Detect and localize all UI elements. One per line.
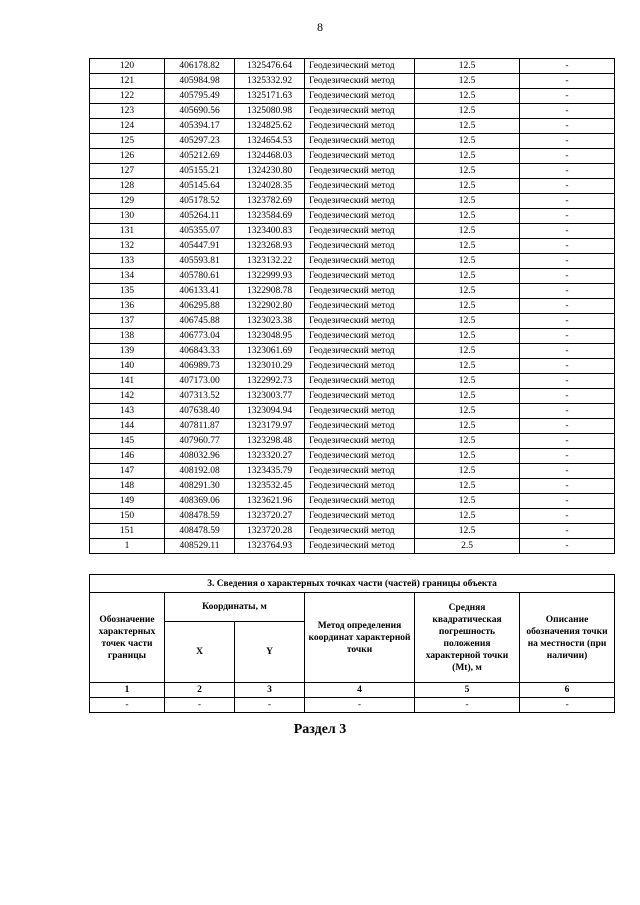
coord-y-cell: 1325332.92 (235, 74, 305, 89)
coord-y-cell: 1323132.22 (235, 254, 305, 269)
header-method: Метод определения координат характерной точки (305, 593, 415, 683)
method-cell: Геодезический метод (305, 389, 415, 404)
table-row (90, 404, 615, 419)
description-cell: - (520, 299, 615, 314)
method-cell: Геодезический метод (305, 59, 415, 74)
coord-y-cell: 1324468.03 (235, 149, 305, 164)
coord-y-cell: 1322908.78 (235, 284, 305, 299)
description-cell: - (520, 284, 615, 299)
table-row (90, 134, 615, 149)
point-number-cell: 146 (90, 449, 165, 464)
accuracy-cell: 12.5 (415, 404, 520, 419)
table-row (90, 449, 615, 464)
coord-x-cell: 405355.07 (165, 224, 235, 239)
table-cell: - (90, 698, 165, 713)
method-cell: Геодезический метод (305, 464, 415, 479)
accuracy-cell: 12.5 (415, 194, 520, 209)
coordinates-table (89, 58, 615, 554)
point-number-cell: 134 (90, 269, 165, 284)
coord-x-cell: 406178.82 (165, 59, 235, 74)
table-cell: - (235, 698, 305, 713)
point-number-cell: 144 (90, 419, 165, 434)
coord-x-cell: 405155.21 (165, 164, 235, 179)
coord-x-cell: 407173.00 (165, 374, 235, 389)
description-cell: - (520, 464, 615, 479)
accuracy-cell: 12.5 (415, 164, 520, 179)
accuracy-cell: 12.5 (415, 269, 520, 284)
point-number-cell: 138 (90, 329, 165, 344)
method-cell: Геодезический метод (305, 404, 415, 419)
section3-data-row (90, 698, 615, 713)
coord-x-cell: 408478.59 (165, 509, 235, 524)
coord-y-cell: 1322999.93 (235, 269, 305, 284)
coord-y-cell: 1325476.64 (235, 59, 305, 74)
table-cell: - (415, 698, 520, 713)
method-cell: Геодезический метод (305, 89, 415, 104)
point-number-cell: 120 (90, 59, 165, 74)
coord-x-cell: 407811.87 (165, 419, 235, 434)
header-point-designation: Обозначение характерных точек части границы (90, 593, 165, 683)
accuracy-cell: 12.5 (415, 59, 520, 74)
column-number: 3 (235, 683, 305, 698)
table-row (90, 419, 615, 434)
point-number-cell: 1 (90, 539, 165, 554)
accuracy-cell: 12.5 (415, 284, 520, 299)
accuracy-cell: 12.5 (415, 479, 520, 494)
description-cell: - (520, 479, 615, 494)
table-row (90, 299, 615, 314)
coord-x-cell: 407960.77 (165, 434, 235, 449)
point-number-cell: 148 (90, 479, 165, 494)
accuracy-cell: 12.5 (415, 389, 520, 404)
coord-x-cell: 408369.06 (165, 494, 235, 509)
coord-x-cell: 405795.49 (165, 89, 235, 104)
coord-x-cell: 405984.98 (165, 74, 235, 89)
coord-y-cell: 1323584.69 (235, 209, 305, 224)
description-cell: - (520, 164, 615, 179)
table-cell: - (520, 698, 615, 713)
coord-x-cell: 405780.61 (165, 269, 235, 284)
method-cell: Геодезический метод (305, 359, 415, 374)
coord-y-cell: 1323720.27 (235, 509, 305, 524)
coord-x-cell: 408192.08 (165, 464, 235, 479)
table-row (90, 254, 615, 269)
point-number-cell: 140 (90, 359, 165, 374)
table-row (90, 164, 615, 179)
column-number: 2 (165, 683, 235, 698)
table-row (90, 224, 615, 239)
section3-table (89, 574, 615, 713)
accuracy-cell: 12.5 (415, 239, 520, 254)
accuracy-cell: 12.5 (415, 374, 520, 389)
description-cell: - (520, 119, 615, 134)
description-cell: - (520, 344, 615, 359)
coord-y-cell: 1323023.38 (235, 314, 305, 329)
table-row (90, 539, 615, 554)
method-cell: Геодезический метод (305, 539, 415, 554)
coord-x-cell: 406989.73 (165, 359, 235, 374)
coord-x-cell: 406773.04 (165, 329, 235, 344)
header-coordinates: Координаты, м (165, 593, 305, 622)
table-cell: - (165, 698, 235, 713)
description-cell: - (520, 224, 615, 239)
coord-y-cell: 1323048.95 (235, 329, 305, 344)
point-number-cell: 142 (90, 389, 165, 404)
description-cell: - (520, 239, 615, 254)
method-cell: Геодезический метод (305, 194, 415, 209)
accuracy-cell: 12.5 (415, 509, 520, 524)
coord-x-cell: 408291.30 (165, 479, 235, 494)
accuracy-cell: 12.5 (415, 179, 520, 194)
coord-y-cell: 1323179.97 (235, 419, 305, 434)
column-numbers-row (90, 683, 615, 698)
accuracy-cell: 12.5 (415, 254, 520, 269)
point-number-cell: 139 (90, 344, 165, 359)
coord-x-cell: 405145.64 (165, 179, 235, 194)
accuracy-cell: 2.5 (415, 539, 520, 554)
coord-y-cell: 1323532.45 (235, 479, 305, 494)
accuracy-cell: 12.5 (415, 329, 520, 344)
description-cell: - (520, 194, 615, 209)
point-number-cell: 135 (90, 284, 165, 299)
coord-x-cell: 406843.33 (165, 344, 235, 359)
coord-y-cell: 1323764.93 (235, 539, 305, 554)
table-row (90, 314, 615, 329)
table-row (90, 209, 615, 224)
coord-y-cell: 1325080.98 (235, 104, 305, 119)
method-cell: Геодезический метод (305, 419, 415, 434)
table-row (90, 494, 615, 509)
coord-y-cell: 1325171.63 (235, 89, 305, 104)
description-cell: - (520, 269, 615, 284)
table-row (90, 149, 615, 164)
coord-x-cell: 405297.23 (165, 134, 235, 149)
accuracy-cell: 12.5 (415, 209, 520, 224)
accuracy-cell: 12.5 (415, 134, 520, 149)
point-number-cell: 136 (90, 299, 165, 314)
description-cell: - (520, 314, 615, 329)
description-cell: - (520, 524, 615, 539)
accuracy-cell: 12.5 (415, 449, 520, 464)
table-row (90, 524, 615, 539)
point-number-cell: 125 (90, 134, 165, 149)
point-number-cell: 127 (90, 164, 165, 179)
method-cell: Геодезический метод (305, 269, 415, 284)
method-cell: Геодезический метод (305, 164, 415, 179)
coord-x-cell: 408032.96 (165, 449, 235, 464)
method-cell: Геодезический метод (305, 524, 415, 539)
method-cell: Геодезический метод (305, 374, 415, 389)
column-number: 6 (520, 683, 615, 698)
method-cell: Геодезический метод (305, 344, 415, 359)
table-row (90, 434, 615, 449)
table-row (90, 104, 615, 119)
coord-x-cell: 405212.69 (165, 149, 235, 164)
table-row (90, 119, 615, 134)
coord-x-cell: 408478.59 (165, 524, 235, 539)
method-cell: Геодезический метод (305, 149, 415, 164)
description-cell: - (520, 449, 615, 464)
description-cell: - (520, 254, 615, 269)
coord-x-cell: 405447.91 (165, 239, 235, 254)
point-number-cell: 128 (90, 179, 165, 194)
accuracy-cell: 12.5 (415, 524, 520, 539)
header-error: Средняя квадратическая погрешность положения характерной точки (Mt), м (415, 593, 520, 683)
method-cell: Геодезический метод (305, 284, 415, 299)
description-cell: - (520, 179, 615, 194)
accuracy-cell: 12.5 (415, 434, 520, 449)
description-cell: - (520, 389, 615, 404)
accuracy-cell: 12.5 (415, 74, 520, 89)
table-row (90, 389, 615, 404)
header-y: Y (235, 622, 305, 683)
table-row (90, 509, 615, 524)
coord-x-cell: 405690.56 (165, 104, 235, 119)
description-cell: - (520, 134, 615, 149)
description-cell: - (520, 149, 615, 164)
description-cell: - (520, 104, 615, 119)
description-cell: - (520, 74, 615, 89)
description-cell: - (520, 419, 615, 434)
table-row (90, 374, 615, 389)
accuracy-cell: 12.5 (415, 464, 520, 479)
table-row (90, 59, 615, 74)
method-cell: Геодезический метод (305, 239, 415, 254)
point-number-cell: 147 (90, 464, 165, 479)
description-cell: - (520, 404, 615, 419)
coord-x-cell: 407638.40 (165, 404, 235, 419)
point-number-cell: 132 (90, 239, 165, 254)
accuracy-cell: 12.5 (415, 104, 520, 119)
coord-y-cell: 1324654.53 (235, 134, 305, 149)
coord-x-cell: 406745.88 (165, 314, 235, 329)
method-cell: Геодезический метод (305, 179, 415, 194)
point-number-cell: 124 (90, 119, 165, 134)
accuracy-cell: 12.5 (415, 299, 520, 314)
coord-x-cell: 405394.17 (165, 119, 235, 134)
page-number: 8 (317, 20, 323, 34)
point-number-cell: 150 (90, 509, 165, 524)
accuracy-cell: 12.5 (415, 419, 520, 434)
accuracy-cell: 12.5 (415, 359, 520, 374)
coord-y-cell: 1323782.69 (235, 194, 305, 209)
description-cell: - (520, 209, 615, 224)
table-row (90, 239, 615, 254)
coord-y-cell: 1323320.27 (235, 449, 305, 464)
coord-y-cell: 1324825.62 (235, 119, 305, 134)
coord-y-cell: 1323003.77 (235, 389, 305, 404)
description-cell: - (520, 539, 615, 554)
point-number-cell: 130 (90, 209, 165, 224)
method-cell: Геодезический метод (305, 479, 415, 494)
point-number-cell: 129 (90, 194, 165, 209)
coord-y-cell: 1323720.28 (235, 524, 305, 539)
coord-y-cell: 1324028.35 (235, 179, 305, 194)
point-number-cell: 123 (90, 104, 165, 119)
method-cell: Геодезический метод (305, 104, 415, 119)
coord-y-cell: 1323010.29 (235, 359, 305, 374)
coord-y-cell: 1323435.79 (235, 464, 305, 479)
description-cell: - (520, 359, 615, 374)
method-cell: Геодезический метод (305, 509, 415, 524)
table-row (90, 329, 615, 344)
method-cell: Геодезический метод (305, 209, 415, 224)
point-number-cell: 126 (90, 149, 165, 164)
coord-y-cell: 1323061.69 (235, 344, 305, 359)
accuracy-cell: 12.5 (415, 344, 520, 359)
description-cell: - (520, 59, 615, 74)
method-cell: Геодезический метод (305, 494, 415, 509)
column-number: 4 (305, 683, 415, 698)
coord-y-cell: 1323094.94 (235, 404, 305, 419)
coord-y-cell: 1324230.80 (235, 164, 305, 179)
header-description: Описание обозначения точки на местности (при наличии) (520, 593, 615, 683)
section-heading: Раздел 3 (293, 722, 347, 737)
header-x: X (165, 622, 235, 683)
method-cell: Геодезический метод (305, 74, 415, 89)
method-cell: Геодезический метод (305, 449, 415, 464)
accuracy-cell: 12.5 (415, 494, 520, 509)
table-row (90, 269, 615, 284)
description-cell: - (520, 374, 615, 389)
description-cell: - (520, 89, 615, 104)
coordinates-table-body (90, 59, 615, 554)
table-row (90, 179, 615, 194)
coord-x-cell: 405593.81 (165, 254, 235, 269)
table-row (90, 194, 615, 209)
coord-x-cell: 406295.88 (165, 299, 235, 314)
table-cell: - (305, 698, 415, 713)
method-cell: Геодезический метод (305, 314, 415, 329)
table-row (90, 284, 615, 299)
coord-x-cell: 405178.52 (165, 194, 235, 209)
description-cell: - (520, 329, 615, 344)
point-number-cell: 149 (90, 494, 165, 509)
point-number-cell: 121 (90, 74, 165, 89)
table-row (90, 89, 615, 104)
coord-y-cell: 1323268.93 (235, 239, 305, 254)
table-row (90, 464, 615, 479)
point-number-cell: 145 (90, 434, 165, 449)
coord-y-cell: 1323621.96 (235, 494, 305, 509)
point-number-cell: 137 (90, 314, 165, 329)
method-cell: Геодезический метод (305, 224, 415, 239)
section3-title: 3. Сведения о характерных точках части (частей) границы объекта (90, 575, 615, 593)
accuracy-cell: 12.5 (415, 89, 520, 104)
coord-y-cell: 1323400.83 (235, 224, 305, 239)
point-number-cell: 131 (90, 224, 165, 239)
point-number-cell: 122 (90, 89, 165, 104)
coord-y-cell: 1322902.80 (235, 299, 305, 314)
description-cell: - (520, 494, 615, 509)
coord-y-cell: 1322992.73 (235, 374, 305, 389)
accuracy-cell: 12.5 (415, 119, 520, 134)
point-number-cell: 141 (90, 374, 165, 389)
table-row (90, 359, 615, 374)
method-cell: Геодезический метод (305, 254, 415, 269)
column-number: 1 (90, 683, 165, 698)
method-cell: Геодезический метод (305, 434, 415, 449)
table-row (90, 479, 615, 494)
column-number: 5 (415, 683, 520, 698)
coord-x-cell: 408529.11 (165, 539, 235, 554)
point-number-cell: 133 (90, 254, 165, 269)
description-cell: - (520, 509, 615, 524)
accuracy-cell: 12.5 (415, 149, 520, 164)
coord-x-cell: 405264.11 (165, 209, 235, 224)
coord-x-cell: 407313.52 (165, 389, 235, 404)
method-cell: Геодезический метод (305, 134, 415, 149)
coord-x-cell: 406133.41 (165, 284, 235, 299)
method-cell: Геодезический метод (305, 119, 415, 134)
point-number-cell: 151 (90, 524, 165, 539)
table-row (90, 344, 615, 359)
table-row (90, 74, 615, 89)
accuracy-cell: 12.5 (415, 314, 520, 329)
method-cell: Геодезический метод (305, 299, 415, 314)
method-cell: Геодезический метод (305, 329, 415, 344)
accuracy-cell: 12.5 (415, 224, 520, 239)
point-number-cell: 143 (90, 404, 165, 419)
coord-y-cell: 1323298.48 (235, 434, 305, 449)
description-cell: - (520, 434, 615, 449)
